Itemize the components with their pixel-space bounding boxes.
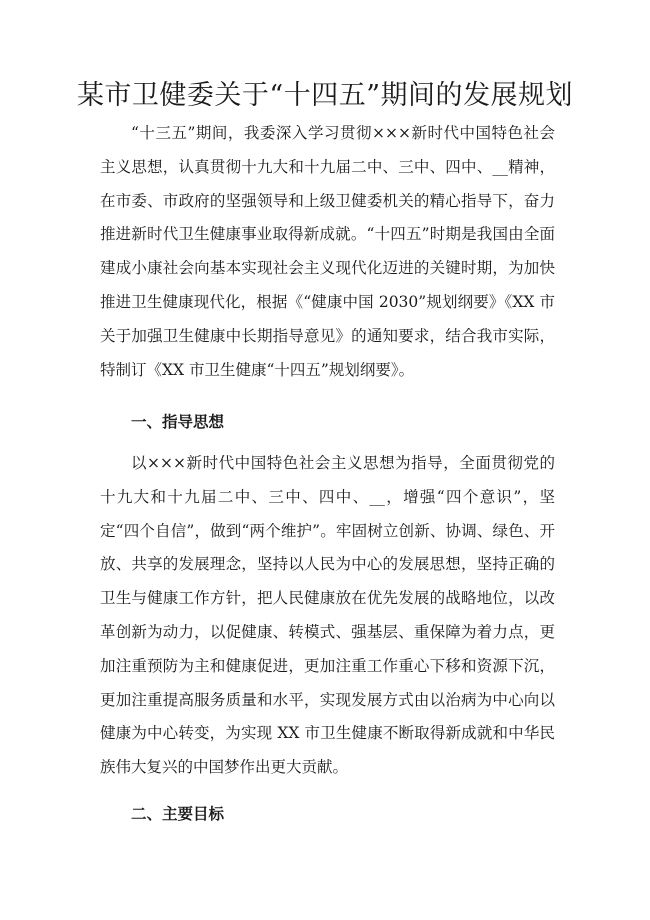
document-title: 某市卫健委关于“十四五”期间的发展规划 [76,80,574,111]
intro-paragraph: “十三五”期间，我委深入学习贯彻×××新时代中国特色社会主义思想，认真贯彻十九大和十九届二中、三中、四中、__精神，在市委、市政府的坚强领导和上级卫健委机关的精心指导下，奋力推进新时代卫生健康事业取得新成就。“十四五”时期是我国由全面建成小康社会向基本实现社会主义现代化迈进的关键时期，为加快推进卫生健康现代化，根据《“健康中国 2030”规划纲要》《XX 市关于加强卫生健康中长期指导意见》的通知要求，结合我市实际，特制订《XX 市卫生健康“十四五”规划纲要》。 [100,124,555,379]
guiding-thought-paragraph: 以×××新时代中国特色社会主义思想为指导，全面贯彻党的十九大和十九届二中、三中、四中、__，增强“四个意识”，坚定“四个自信”，做到“两个维护”。牢固树立创新、协调、绿色、开放、共享的发展理念，坚持以人民为中心的发展思想，坚持正确的卫生与健康工作方针，把人民健康放在优先发展的战略地位，以改革创新为动力，以促健康、转模式、强基层、重保障为着力点，更加注重预防为主和健康促进，更加注重工作重心下移和资源下沉，更加注重提高服务质量和水平，实现发展方式由以治病为中心向以健康为中心转变，为实现 XX 市卫生健康不断取得新成就和中华民族伟大复兴的中国梦作出更大贡献。 [100,454,555,777]
section-heading-guiding-thought: 一、指导思想 [131,412,225,431]
section-heading-main-goals: 二、主要目标 [131,804,225,823]
